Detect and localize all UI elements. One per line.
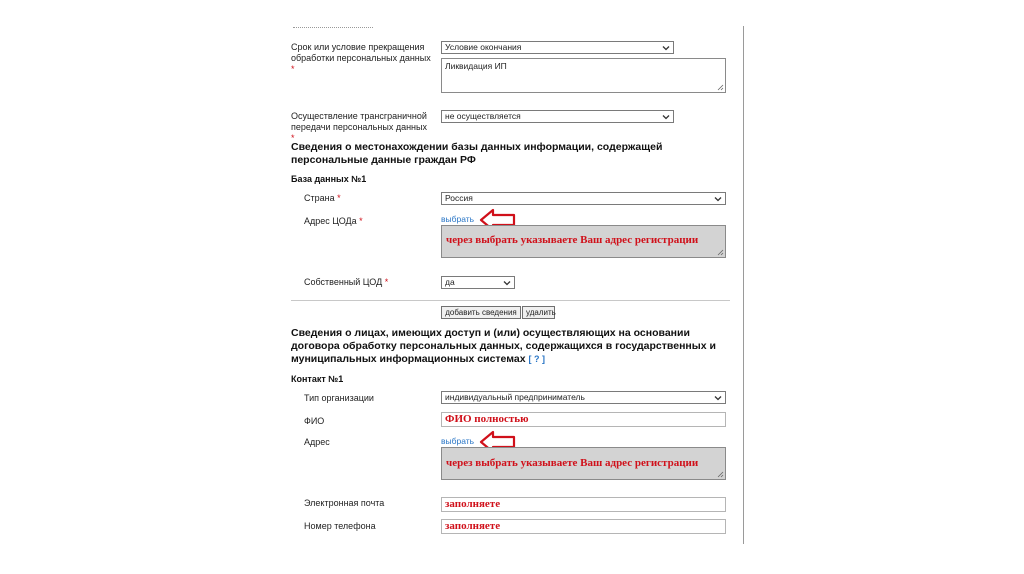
chevron-down-icon — [714, 394, 722, 402]
resize-grip-icon[interactable] — [717, 249, 724, 256]
chevron-down-icon — [714, 195, 722, 203]
crossborder-label: Осуществление трансграничной передачи персональных данных * — [291, 111, 427, 143]
access-section-heading: Сведения о лицах, имеющих доступ и (или) осуществляющих на основании договора обработку персональных данных, содержащихся в государственных и муниципальных информационных системах [ ? ] — [291, 327, 716, 365]
dc-address-select-link[interactable]: выбрать — [441, 214, 475, 224]
fio-label: ФИО — [304, 416, 325, 426]
org-type-label: Тип организации — [304, 393, 374, 403]
dc-address-label: Адрес ЦОДа * — [304, 216, 363, 226]
contact-subheading: Контакт №1 — [291, 374, 344, 384]
own-dc-select[interactable]: да — [441, 276, 515, 289]
address-label: Адрес — [304, 437, 330, 447]
termination-textarea[interactable]: Ликвидация ИП — [441, 58, 726, 93]
delete-button[interactable]: удалить — [522, 306, 555, 319]
termination-label: Срок или условие прекращения обработки персональных данных * — [291, 42, 431, 74]
section-divider — [291, 300, 730, 301]
page-right-border — [743, 26, 744, 544]
country-select[interactable]: Россия — [441, 192, 726, 205]
phone-hint: заполняете — [445, 520, 501, 532]
help-link[interactable]: [ ? ] — [528, 354, 545, 364]
add-info-button[interactable]: добавить сведения — [441, 306, 521, 319]
own-dc-label: Собственный ЦОД * — [304, 277, 389, 287]
address-textarea[interactable] — [441, 447, 726, 480]
chevron-down-icon — [662, 44, 670, 52]
dc-address-hint: через выбрать указываете Ваш адрес регистрации — [446, 234, 699, 246]
termination-select[interactable]: Условие окончания — [441, 41, 674, 54]
chevron-down-icon — [662, 113, 670, 121]
db-section-heading: Сведения о местонахождении базы данных информации, содержащей персональные данные граждан РФ — [291, 141, 663, 166]
phone-input[interactable] — [441, 519, 726, 534]
email-input[interactable] — [441, 497, 726, 512]
country-label: Страна * — [304, 193, 341, 203]
chevron-down-icon — [503, 279, 511, 287]
dc-address-textarea[interactable] — [441, 225, 726, 258]
fio-input[interactable] — [441, 412, 726, 427]
cropped-text-fragment — [293, 27, 373, 32]
crossborder-select[interactable]: не осуществляется — [441, 110, 674, 123]
email-label: Электронная почта — [304, 498, 385, 508]
email-hint: заполняете — [445, 498, 501, 510]
address-select-link[interactable]: выбрать — [441, 436, 475, 446]
address-hint: через выбрать указываете Ваш адрес регистрации — [446, 457, 699, 469]
fio-hint: ФИО полностью — [445, 413, 529, 425]
db-subheading: База данных №1 — [291, 174, 367, 184]
resize-grip-icon[interactable] — [717, 471, 724, 478]
org-type-select[interactable]: индивидуальный предприниматель — [441, 391, 726, 404]
resize-grip-icon[interactable] — [717, 84, 724, 91]
phone-label: Номер телефона — [304, 521, 376, 531]
